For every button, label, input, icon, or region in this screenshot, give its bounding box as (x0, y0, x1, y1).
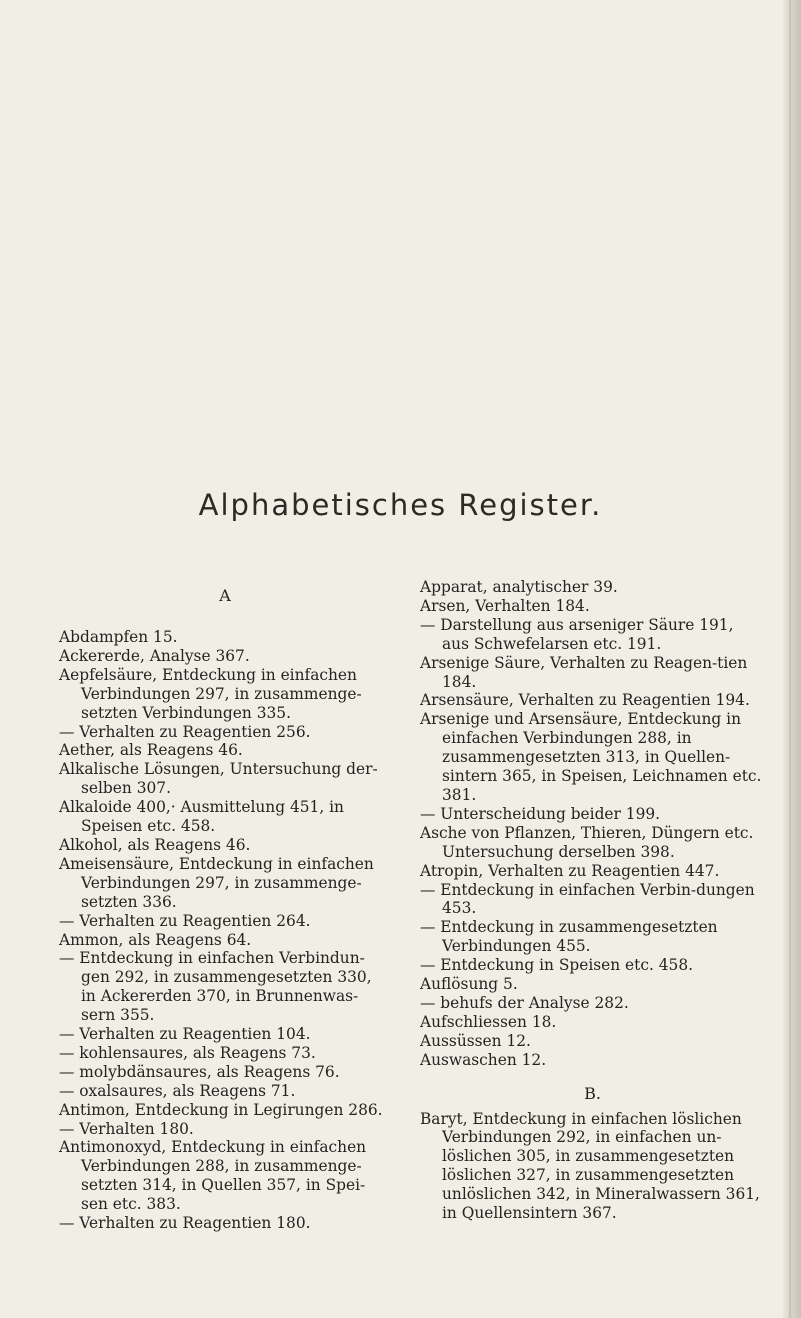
index-entry: Arsensäure, Verhalten zu Reagentien 194. (420, 691, 750, 710)
section-heading-a: A (219, 586, 231, 605)
index-entry: Alkalische Lösungen, Untersuchung der-selben 307. (59, 760, 378, 798)
index-entry: Ameisensäure, Entdeckung in einfachen Verbindungen 297, in zusammenge-setzten 336. (59, 854, 374, 911)
section-heading-b: B. (584, 1083, 601, 1103)
index-entry: Alkohol, als Reagens 46. (59, 835, 251, 854)
index-entry: — oxalsaures, als Reagens 71. (59, 1081, 296, 1100)
index-entry: Aepfelsäure, Entdeckung in einfachen Verbindungen 297, in zusammenge-setzten Verbindungen 335. (59, 665, 362, 722)
index-entry: Atropin, Verhalten zu Reagentien 447. (420, 861, 720, 880)
index-entry: Alkaloide 400,· Ausmittelung 451, in Speisen etc. 458. (59, 798, 344, 836)
right-entry-list-b (420, 1110, 765, 1223)
index-entry: — kohlensaures, als Reagens 73. (59, 1043, 316, 1062)
right-entry-list-a (420, 578, 765, 1070)
left-entry-list (59, 628, 391, 1233)
index-entry: — Entdeckung in zusammengesetzten Verbindungen 455. (420, 918, 718, 956)
index-entry: Baryt, Entdeckung in einfachen löslichen Verbindungen 292, in einfachen un-löslichen 305, in zusammengesetzten löslichen 327, in zusammengesetzten unlöslichen 342, in Mineralwassern 361, in Quellensintern 367. (420, 1109, 760, 1223)
page-title: Alphabetisches Register. (198, 488, 603, 522)
index-entry: Ackererde, Analyse 367. (59, 646, 250, 665)
index-entry: Aether, als Reagens 46. (59, 741, 243, 760)
index-entry: Asche von Pflanzen, Thieren, Düngern etc. Untersuchung derselben 398. (420, 823, 754, 861)
page-edge-shadow (783, 0, 801, 1318)
index-entry: Auswaschen 12. (420, 1050, 547, 1069)
index-entry: Auflösung 5. (420, 975, 518, 994)
index-entry: — Darstellung aus arseniger Säure 191, aus Schwefelarsen etc. 191. (420, 615, 734, 653)
index-entry: — Verhalten 180. (59, 1119, 194, 1138)
index-entry: — Verhalten zu Reagentien 104. (59, 1025, 311, 1044)
index-entry: Antimon, Entdeckung in Legirungen 286. (59, 1100, 383, 1119)
index-entry: Apparat, analytischer 39. (420, 578, 618, 596)
index-entry: — behufs der Analyse 282. (420, 993, 629, 1012)
index-entry: Antimonoxyd, Entdeckung in einfachen Verbindungen 288, in zusammenge-setzten 314, in Quellen 357, in Spei-sen etc. 383. (59, 1138, 367, 1214)
index-entry: — Verhalten zu Reagentien 264. (59, 911, 311, 930)
left-column (59, 578, 391, 1233)
index-entry: — Verhalten zu Reagentien 180. (59, 1214, 311, 1233)
index-entry: — Unterscheidung beider 199. (420, 804, 661, 823)
index-entry: — molybdänsaures, als Reagens 76. (59, 1062, 340, 1081)
index-entry: Arsen, Verhalten 184. (420, 596, 590, 615)
right-column (420, 578, 765, 1223)
index-entry: — Entdeckung in einfachen Verbindun-gen 292, in zusammengesetzten 330, in Ackererden 370, in Brunnenwas-sern 355. (59, 949, 372, 1025)
index-entry: Ammon, als Reagens 64. (59, 930, 252, 949)
index-entry: Arsenige und Arsensäure, Entdeckung in einfachen Verbindungen 288, in zusammengesetzten 313, in Quellen-sintern 365, in Speisen, Leichnamen etc. 381. (420, 710, 762, 804)
index-entry: Aufschliessen 18. (420, 1012, 557, 1031)
index-entry: — Entdeckung in einfachen Verbin-dungen 453. (420, 880, 755, 918)
index-entry: Aussüssen 12. (420, 1031, 531, 1050)
index-entry: Arsenige Säure, Verhalten zu Reagen-tien 184. (420, 653, 748, 691)
index-entry: Abdampfen 15. (59, 628, 178, 646)
index-entry: — Entdeckung in Speisen etc. 458. (420, 956, 694, 975)
index-entry: — Verhalten zu Reagentien 256. (59, 722, 311, 741)
